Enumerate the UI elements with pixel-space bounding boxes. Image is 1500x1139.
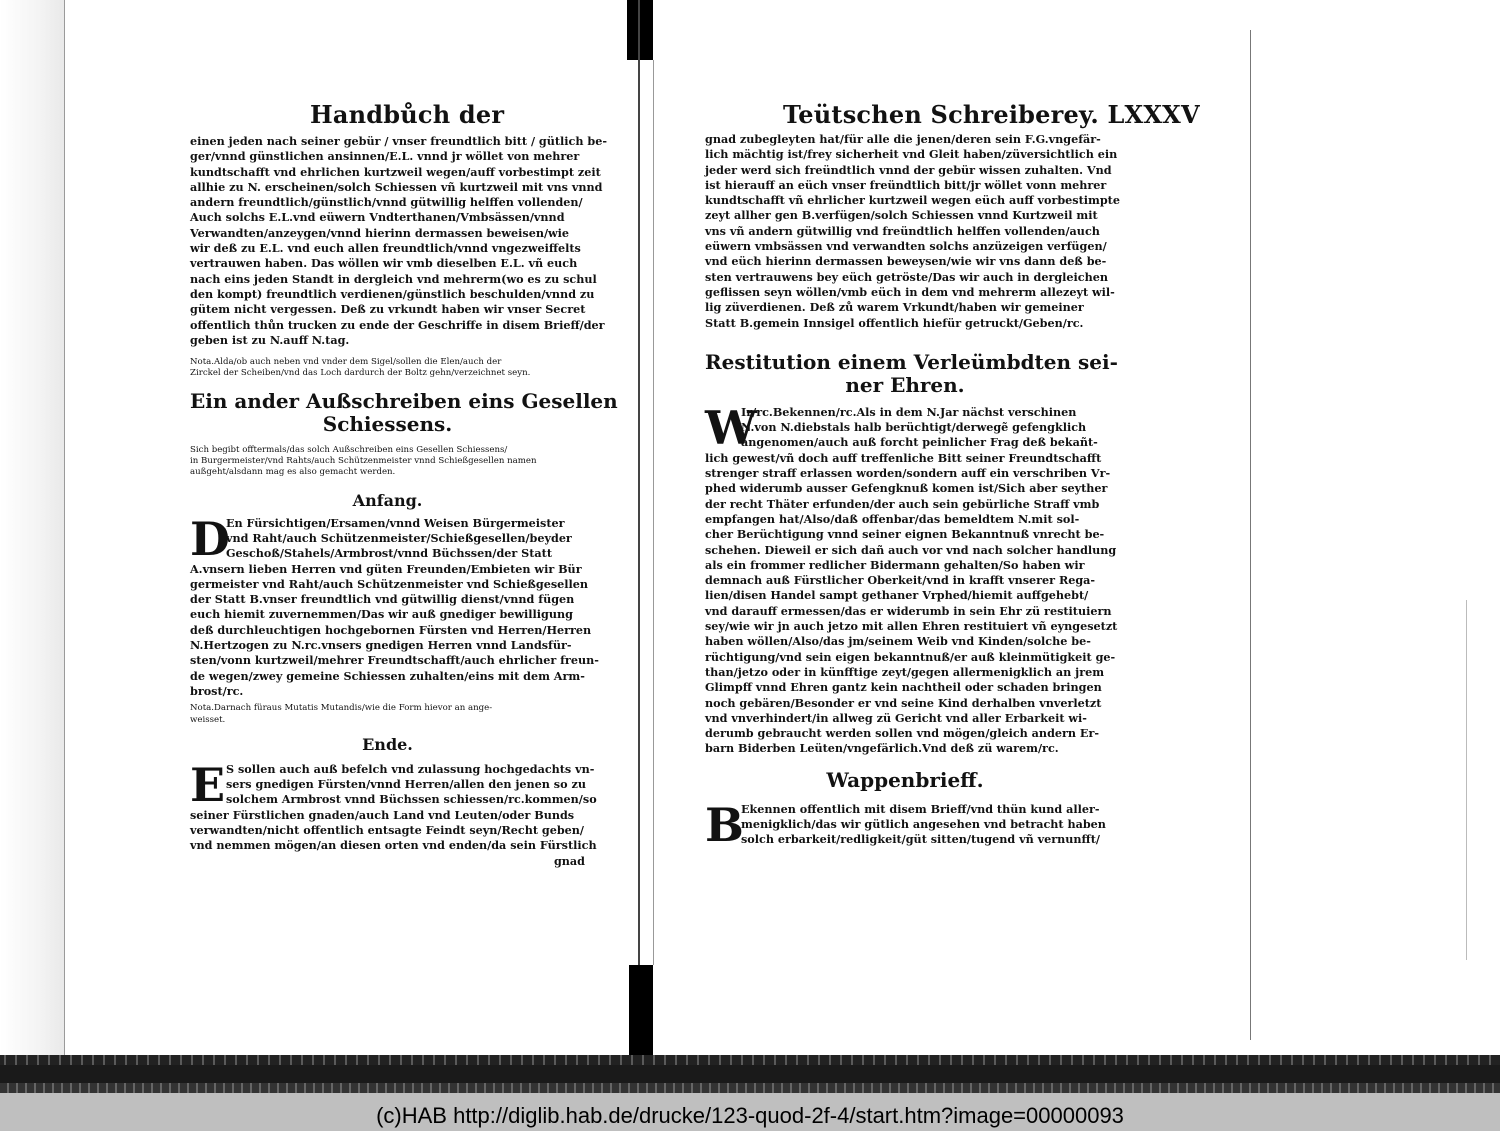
drop-initial: E [190, 757, 226, 812]
text-line: andern freundtlich/günstlich/vnnd gütwillig helffen vollenden/ [190, 195, 583, 210]
text-line: lien/disen Handel sampt gethaner Vrphed/hiemit auffgehebt/ [705, 588, 1089, 603]
left-page-edge [0, 0, 65, 1060]
gutter-shadow-bottom [629, 965, 653, 1065]
left-note-3 [190, 703, 585, 726]
gutter-edge [653, 60, 654, 965]
text-line: phed widerumb ausser Gefengknuß komen ist/Sich aber seyther [705, 481, 1108, 496]
right-heading-2 [705, 349, 1118, 397]
text-line: kundtschafft vñ ehrlicher kurtzweil wegen eüch auff vorbestimpte [705, 193, 1120, 208]
text-line: eüwern vmbsässen vnd verwandten solchs anzüzeigen verfügen/ [705, 239, 1107, 254]
text-line: vnd Raht/auch Schützenmeister/Schießgesellen/beyder [226, 530, 572, 545]
text-line: zeyt allher gen B.verfügen/solch Schiessen vnnd Kurtzweil mit [705, 208, 1098, 223]
left-catchword: gnad [553, 853, 585, 868]
text-line: vnd darauff ermessen/das er widerumb in sein Ehr zü restituiern [705, 603, 1112, 618]
left-note-2 [190, 445, 585, 479]
left-page [190, 100, 618, 869]
note-line: Zirckel der Scheiben/vnd das Loch dardurch der Boltz gehn/verzeichnet seyn. [190, 368, 531, 379]
text-line: wir deß zu E.L. vnd euch allen freundtlich/vnnd vngezweiffelts [190, 241, 581, 256]
text-line: lich mächtig ist/frey sicherheit vnd Gleit haben/züversichtlich ein [705, 147, 1118, 162]
indented-lines [190, 511, 585, 566]
text-line: Ekennen offentlich mit disem Brieff/vnd thün kund aller- [741, 801, 1100, 816]
right-heading-wappenbrieff: Wappenbrieff. [826, 767, 984, 792]
left-block-1 [190, 134, 607, 348]
text-line: seiner Fürstlichen gnaden/auch Land vnd Leuten/oder Bunds [190, 807, 575, 822]
text-line: ist hierauff an eüch vnser freündtlich bitt/jr wöllet vonn mehrer [705, 177, 1107, 192]
text-line: angenomen/auch auß forcht peinlicher Frag deß bekañt- [741, 435, 1098, 450]
text-line: sten/vonn kurtzweil/mehrer Freundtschafft/auch ehrlicher freun- [190, 653, 599, 668]
heading-line: Schiessens. [322, 411, 453, 436]
text-line: Geschoß/Stahels/Armbrost/vnnd Büchssen/der Statt [226, 546, 553, 561]
text-line: offentlich thůn trucken zu ende der Geschriffe in disem Brieff/der [190, 317, 605, 332]
text-line: jeder werd sich freündtlich vnnd der gebür wissen zuhalten. Vnd [705, 162, 1112, 177]
copyright-footer: (c)HAB http://diglib.hab.de/drucke/123-quod-2f-4/start.htm?image=00000093 [0, 1093, 1500, 1131]
right-edge-rule-faint [1466, 600, 1467, 960]
text-line: vnd vnverhindert/in allweg zü Gericht vnd aller Erbarkeit wi- [705, 710, 1087, 725]
text-line: derumb gebraucht werden sollen vnd mögen/gleich andern Er- [705, 726, 1099, 741]
text-line: verwandten/nicht offentlich entsagte Feindt seyn/Recht geben/ [190, 822, 584, 837]
text-line: den kompt) freundtlich verdienen/günstlich beschulden/vnnd zu [190, 286, 595, 301]
scanner-bed-texture-lower [0, 1083, 1500, 1093]
left-heading-ende: Ende. [362, 734, 413, 754]
indented-lines [190, 757, 597, 812]
note-line: Nota.Darnach füraus Mutatis Mutandis/wie die Form hievor an ange- [190, 703, 493, 714]
left-text-lines [190, 134, 607, 348]
text-line: N.Hertzogen zu N.rc.vnsers gnedigen Herren vnnd Landsfür- [190, 638, 572, 653]
text-line: Statt B.gemein Innsigel offentlich hiefür getruckt/Geben/rc. [705, 315, 1084, 330]
left-note-1 [190, 357, 585, 380]
text-line: Verwandten/anzeygen/vnnd hierinn dermassen beweisen/wie [190, 225, 570, 240]
indented-lines [705, 400, 1105, 455]
text-line: barn Biderben Leüten/vngefärlich.Vnd deß zü warem/rc. [705, 741, 1059, 756]
heading-line: Restitution einem Verleümbdten sei- [705, 349, 1118, 374]
text-line: haben wöllen/Also/das jm/seinem Weib vnd Kinden/solche be- [705, 634, 1091, 649]
text-line: euch hiemit zuvernemmen/Das wir auß gnediger bewilligung [190, 607, 573, 622]
scanner-bed-band [0, 1055, 1500, 1093]
text-line: ger/vnnd günstlichen ansinnen/E.L. vnnd jr wöllet von mehrer [190, 149, 580, 164]
text-line: sten vertrauwens bey eüch getröste/Das wir auch in dergleichen [705, 269, 1108, 284]
heading-lines [190, 388, 618, 436]
text-line: als ein frommer redlicher Bidermann gehalten/So haben wir [705, 557, 1085, 572]
note-line: außgeht/alsdann mag es also gemacht werden. [190, 467, 396, 478]
scanner-bed-texture [0, 1055, 1500, 1065]
text-line: solch erbarkeit/redligkeit/güt sitten/tugend vñ vernunfft/ [741, 832, 1100, 847]
text-line: cher Berüchtigung vnnd seiner eignen Bekanntnuß vnrecht be- [705, 527, 1105, 542]
para-lines [705, 450, 1118, 757]
left-para-anfang [190, 511, 599, 700]
text-line: kundtschafft vnd ehrlichen kurtzweil wegen/auff vorbestimpt zeit [190, 164, 601, 179]
text-line: germeister vnd Raht/auch Schützenmeister vnd Schießgesellen [190, 576, 589, 591]
drop-initial: W [705, 400, 757, 455]
drop-initial: D [190, 511, 230, 566]
text-line: A.vnsern lieben Herren vnd güten Freunden/Embieten wir Bür [190, 561, 582, 576]
text-line: einen jeden nach seiner gebür / vnser freundtlich bitt / gütlich be- [190, 134, 607, 148]
note-line: in Burgermeister/vnd Rahts/auch Schützenmeister vnnd Schießgesellen namen [190, 456, 537, 467]
note-line: Sich begibt offtermals/das solch Außschreiben eins Gesellen Schiessens/ [190, 444, 508, 455]
text-line: de wegen/zwey gemeine Schiessen zuhalten/eins mit dem Arm- [190, 668, 585, 683]
right-edge-rule [1250, 30, 1251, 1040]
text-line: lig züverdienen. Deß zů warem Vrkundt/haben wir gemeiner [705, 300, 1084, 315]
text-line: sers gnedigen Fürsten/vnnd Herren/allen den jenen so zu [226, 777, 586, 792]
text-line: Auch solchs E.L.vnd eüwern Vndterthanen/Vmbsässen/vnnd [190, 210, 565, 225]
drop-initial: B [705, 797, 744, 852]
note-line: Nota.Alda/ob auch neben vnd vnder dem Sigel/sollen die Elen/auch der [190, 357, 502, 368]
heading-lines [705, 349, 1118, 397]
text-line: vns vñ andern gütwillig vnd freündtlich helffen vollenden/auch [705, 223, 1100, 238]
right-para-restitution [705, 400, 1118, 757]
text-line: geflissen seyn wöllen/vmb eüch in dem vnd mehrerm allezeyt wil- [705, 284, 1115, 299]
text-line: gnad zubegleyten hat/für alle die jenen/deren sein F.G.vngefär- [705, 132, 1101, 146]
right-block-1 [705, 132, 1120, 331]
text-line: vertrauwen haben. Das wöllen wir vmb dieselben E.L. vñ euch [190, 256, 578, 271]
text-line: N.von N.diebstals halb berüchtigt/derwegẽ gefengklich [741, 420, 1087, 435]
text-line: allhie zu N. erscheinen/solch Schiessen vñ kurtzweil mit vns vnnd [190, 179, 603, 194]
left-heading-anfang: Anfang. [352, 490, 423, 510]
right-page [705, 100, 1200, 852]
text-line: sey/wie wir jn auch jetzo mit allen Ehren restituiert vñ eyngesetzt [705, 619, 1118, 634]
text-line: S sollen auch auß befelch vnd zulassung hochgedachts vn- [226, 761, 595, 776]
text-line: nach eins jeden Standt in dergleich vnd mehrerm(wo es zu schul [190, 271, 597, 286]
text-line: deß durchleuchtigen hochgebornen Fürsten vnd Herren/Herren [190, 622, 592, 637]
note-lines [190, 445, 585, 479]
text-line: gütem nicht vergessen. Deß zu vrkundt haben wir vnser Secret [190, 302, 586, 317]
text-line: En Fürsichtigen/Ersamen/vnnd Weisen Bürgermeister [226, 515, 565, 530]
text-line: der Statt B.vnser freundtlich vnd gütwillig dienst/vnnd fügen [190, 592, 575, 607]
left-running-head: Handbůch der [310, 100, 505, 129]
text-line: than/jetzo oder in künfftige zeyt/gegen allermenigklich an jrem [705, 664, 1105, 679]
note-lines [190, 357, 585, 380]
para-lines [190, 807, 597, 854]
heading-line: Ein ander Außschreiben eins Gesellen [190, 388, 618, 413]
text-line: rüchtigung/vnd sein eigen bekanntnuß/er auß kleinmütigkeit ge- [705, 649, 1116, 664]
text-line: menigklich/das wir gütlich angesehen vnd betracht haben [741, 816, 1106, 831]
left-heading-2 [190, 388, 618, 436]
gutter-shadow-top [627, 0, 653, 60]
text-line: der recht Thäter erfunden/der auch sein gebürliche Straff vmb [705, 496, 1100, 511]
text-line: brost/rc. [190, 683, 244, 698]
para-lines [190, 561, 599, 700]
gutter-spine [638, 0, 640, 1060]
text-line: Glimpff vnnd Ehren gantz kein nachtheil oder schaden bringen [705, 680, 1102, 695]
text-line: empfangen hat/Also/daß offenbar/das bemeldtem N.mit sol- [705, 511, 1080, 526]
right-page-edge [1246, 0, 1500, 1060]
indented-lines [705, 797, 1106, 852]
note-lines [190, 703, 585, 726]
text-line: demnach auß Fürstlicher Oberkeit/vnd in krafft vnserer Rega- [705, 573, 1096, 588]
text-line: strenger straff erlassen worden/sondern auff ein verschriben Vr- [705, 466, 1111, 481]
note-line: weisset. [190, 714, 226, 725]
right-para-wappenbrieff [705, 797, 1106, 852]
text-line: schehen. Dieweil er sich dañ auch vor vnd nach solcher handlung [705, 542, 1117, 557]
book-gutter [623, 0, 657, 1060]
right-running-head: Teütschen Schreiberey. LXXXV [783, 100, 1200, 129]
text-line: solchem Armbrost vnnd Büchssen schiessen/rc.kommen/so [226, 792, 597, 807]
heading-line: ner Ehren. [845, 372, 965, 397]
text-lines [705, 132, 1120, 331]
text-line: lich gewest/vñ doch auff treffenliche Bitt seiner Freundtschafft [705, 450, 1102, 465]
text-line: vnd eüch hierinn dermassen beweysen/wie wir vns dann deß be- [705, 254, 1107, 269]
left-para-ende [190, 757, 597, 854]
text-line: noch gebären/Besonder er vnd seine Kind derhalben vnverletzt [705, 695, 1102, 710]
text-line: geben ist zu N.auff N.tag. [190, 332, 350, 347]
text-line: vnd nemmen mögen/an diesen orten vnd enden/da sein Fürstlich [190, 838, 597, 853]
text-line: Ir/rc.Bekennen/rc.Als in dem N.Jar nächst verschinen [741, 404, 1077, 419]
